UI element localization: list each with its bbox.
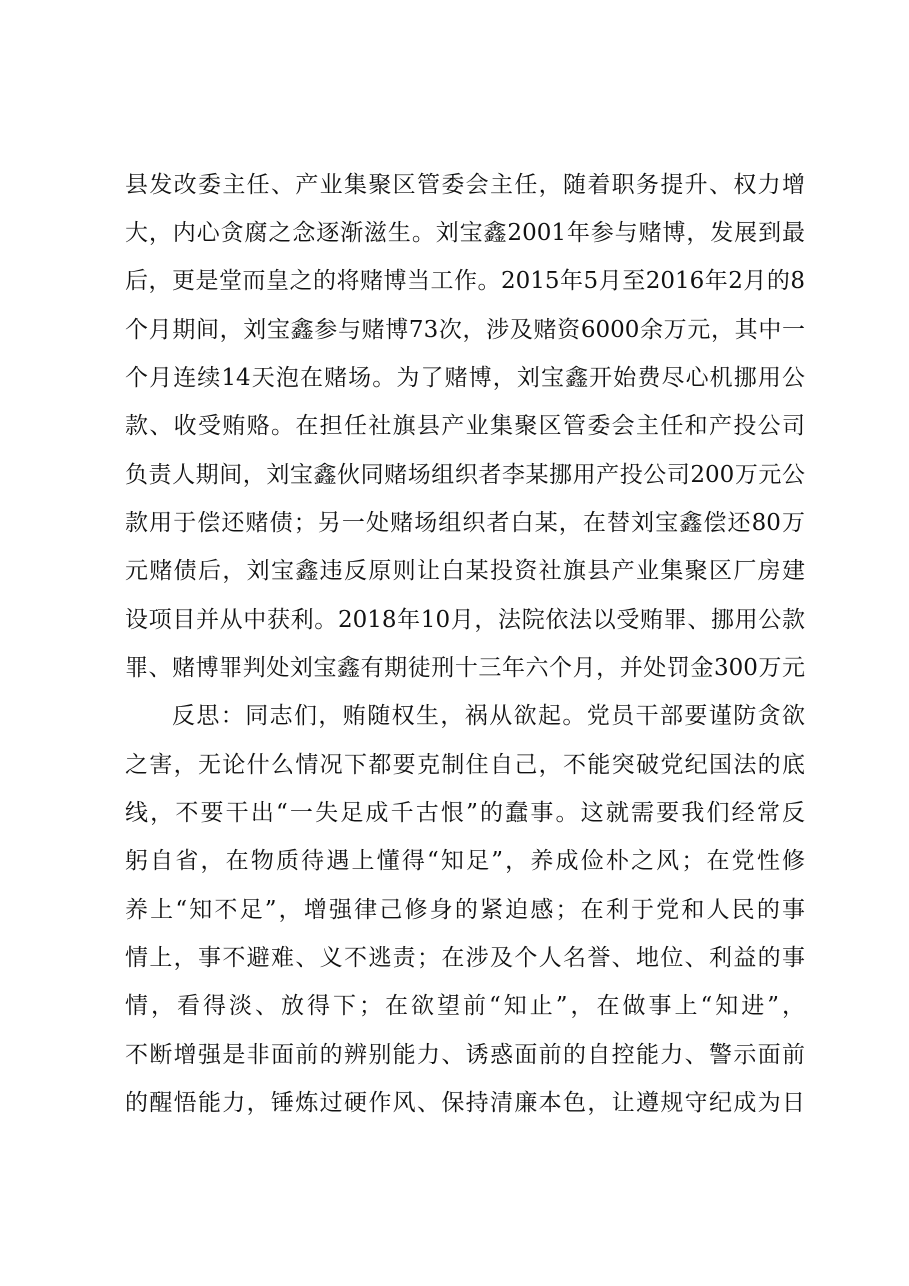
text-line: 线，不要干出“一失足成千古恨”的蠢事。这就需要我们经常反 bbox=[125, 800, 805, 826]
text-line: 设项目并从中获利。2018年10月，法院依法以受贿罪、挪用公款 bbox=[125, 607, 805, 633]
text-line: 躬自省，在物质待遇上懂得“知足”，养成俭朴之风；在党性修 bbox=[125, 848, 805, 874]
text-line: 负责人期间，刘宝鑫伙同赌场组织者李某挪用产投公司200万元公 bbox=[125, 462, 805, 488]
text-line: 情，看得淡、放得下；在欲望前“知止”，在做事上“知进”， bbox=[125, 993, 805, 1019]
text-line: 养上“知不足”，增强律己修身的紧迫感；在利于党和人民的事 bbox=[125, 897, 805, 923]
text-line: 个月连续14天泡在赌场。为了赌博，刘宝鑫开始费尽心机挪用公 bbox=[125, 365, 805, 391]
text-line: 款、收受贿赂。在担任社旗县产业集聚区管委会主任和产投公司 bbox=[125, 413, 805, 439]
text-line: 元赌债后，刘宝鑫违反原则让白某投资社旗县产业集聚区厂房建 bbox=[125, 558, 805, 584]
text-line: 罪、赌博罪判处刘宝鑫有期徒刑十三年六个月，并处罚金300万元 bbox=[125, 655, 805, 681]
text-line: 款用于偿还赌债；另一处赌场组织者白某，在替刘宝鑫偿还80万 bbox=[125, 510, 805, 536]
text-line: 的醒悟能力，锤炼过硬作风、保持清廉本色，让遵规守纪成为日 bbox=[125, 1090, 805, 1116]
text-line: 之害，无论什么情况下都要克制住自己，不能突破党纪国法的底 bbox=[125, 752, 805, 778]
text-line: 个月期间，刘宝鑫参与赌博73次，涉及赌资6000余万元，其中一 bbox=[125, 317, 805, 343]
text-line: 后，更是堂而皇之的将赌博当工作。2015年5月至2016年2月的8 bbox=[125, 268, 805, 294]
text-line: 县发改委主任、产业集聚区管委会主任，随着职务提升、权力增 bbox=[125, 172, 805, 198]
text-line: 不断增强是非面前的辨别能力、诱惑面前的自控能力、警示面前 bbox=[125, 1042, 805, 1068]
text-line: 反思：同志们，贿随权生，祸从欲起。党员干部要谨防贪欲 bbox=[172, 703, 805, 729]
text-line: 情上，事不避难、义不逃责；在涉及个人名誉、地位、利益的事 bbox=[125, 945, 805, 971]
text-line: 大，内心贪腐之念逐渐滋生。刘宝鑫2001年参与赌博，发展到最 bbox=[125, 220, 805, 246]
